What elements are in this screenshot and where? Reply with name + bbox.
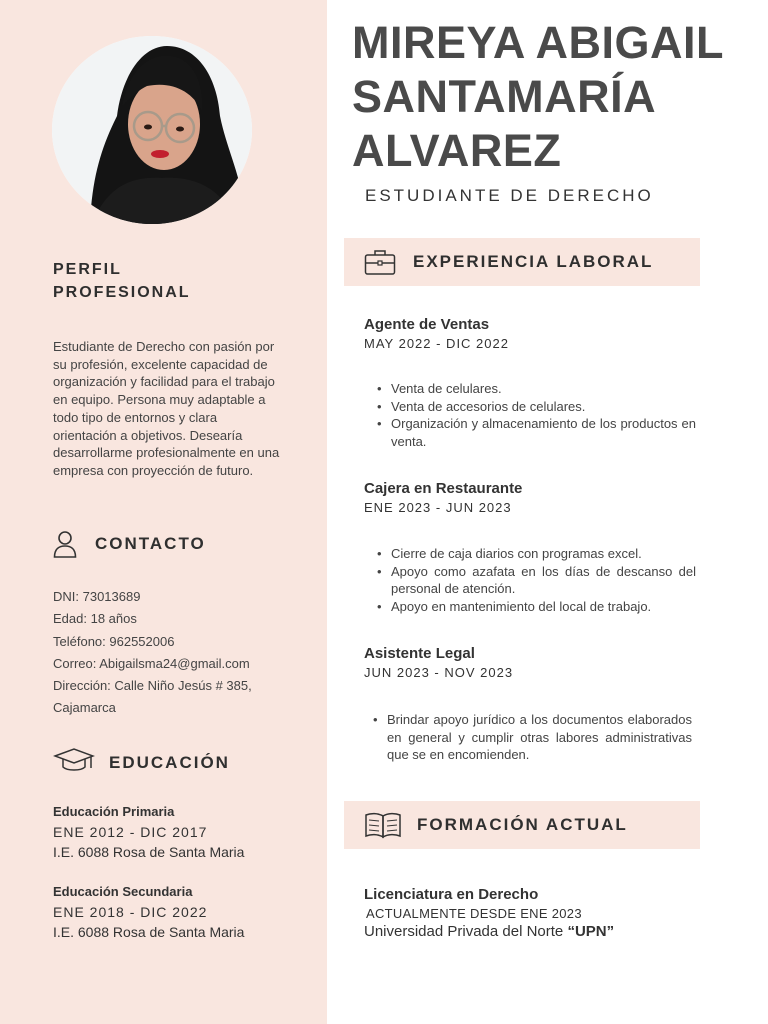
job-title: Cajera en Restaurante <box>364 480 523 497</box>
contact-city: Cajamarca <box>53 700 116 716</box>
school-name: Universidad Privada del Norte <box>364 923 568 940</box>
briefcase-icon <box>364 248 396 281</box>
education-entry-primary <box>53 802 244 862</box>
job-bullets <box>391 380 696 450</box>
profile-text: Estudiante de Derecho con pasión por su profesión, excelente capacidad de organización y facilidad para el trabajo en equipo. Persona muy adaptable a todo tipo de entornos y clara orientación a objetivos. Desearía desarrollarme profesionalmente en una empresa con proyección de futuro. <box>53 339 280 478</box>
job-bullets <box>391 545 696 615</box>
open-book-icon <box>364 811 402 844</box>
contact-phone: Teléfono: 962552006 <box>53 633 175 649</box>
job-bullet: • Organización y almacenamiento de los productos en venta. <box>391 415 696 450</box>
job-dates: MAY 2022 - DIC 2022 <box>364 336 509 351</box>
job-title: Asistente Legal <box>364 645 475 662</box>
profile-heading-line-1: PERFIL <box>53 261 122 278</box>
experience-heading: EXPERIENCIA LABORAL <box>413 252 654 271</box>
education-dates: ENE 2018 - DIC 2022 <box>53 904 208 920</box>
education-dates: ENE 2012 - DIC 2017 <box>53 824 208 840</box>
contact-address: Dirección: Calle Niño Jesús # 385, <box>53 678 252 694</box>
graduation-cap-icon <box>53 748 95 779</box>
job-dates: JUN 2023 - NOV 2023 <box>364 665 514 680</box>
education-heading: EDUCACIÓN <box>109 753 230 772</box>
current-formation-school <box>364 923 614 940</box>
education-title: Educación Primaria <box>53 804 175 819</box>
contact-heading: CONTACTO <box>95 534 206 553</box>
full-name <box>352 16 724 178</box>
current-formation-title: Licenciatura en Derecho <box>364 886 539 903</box>
job-bullet: • Brindar apoyo jurídico a los documentos elaborados en general y cumplir otras labores administrativas que se en encomienden. <box>387 711 692 764</box>
school-acronym: “UPN” <box>567 923 615 940</box>
job-bullet: • Apoyo en mantenimiento del local de trabajo. <box>391 598 696 616</box>
education-title: Educación Secundaria <box>53 884 193 899</box>
education-school: I.E. 6088 Rosa de Santa Maria <box>53 844 245 860</box>
profile-photo <box>52 36 252 224</box>
job-bullet: • Venta de celulares. <box>391 380 696 398</box>
job-bullet: • Venta de accesorios de celulares. <box>391 398 696 416</box>
contact-list <box>53 586 252 720</box>
current-formation-dates: ACTUALMENTE DESDE ENE 2023 <box>366 906 582 921</box>
education-entry-secondary <box>53 882 244 942</box>
contact-dni: DNI: 73013689 <box>53 589 141 604</box>
person-icon <box>53 530 77 563</box>
job-bullets <box>387 711 692 764</box>
education-school: I.E. 6088 Rosa de Santa Maria <box>53 924 245 940</box>
job-title: Agente de Ventas <box>364 316 490 333</box>
name-line-1: MIREYA ABIGAIL <box>352 17 725 68</box>
name-line-3: ALVAREZ <box>352 125 562 176</box>
job-dates: ENE 2023 - JUN 2023 <box>364 500 512 515</box>
job-role: ESTUDIANTE DE DERECHO <box>365 186 654 205</box>
job-bullet: • Cierre de caja diarios con programas excel. <box>391 545 696 563</box>
contact-age: Edad: 18 años <box>53 611 137 627</box>
current-formation-heading: FORMACIÓN ACTUAL <box>417 815 628 834</box>
contact-email: Correo: Abigailsma24@gmail.com <box>53 655 250 671</box>
profile-heading <box>53 258 191 304</box>
job-bullet: • Apoyo como azafata en los días de descanso del personal de atención. <box>391 563 696 598</box>
profile-heading-line-2: PROFESIONAL <box>53 284 191 301</box>
name-line-2: SANTAMARÍA <box>352 71 657 122</box>
